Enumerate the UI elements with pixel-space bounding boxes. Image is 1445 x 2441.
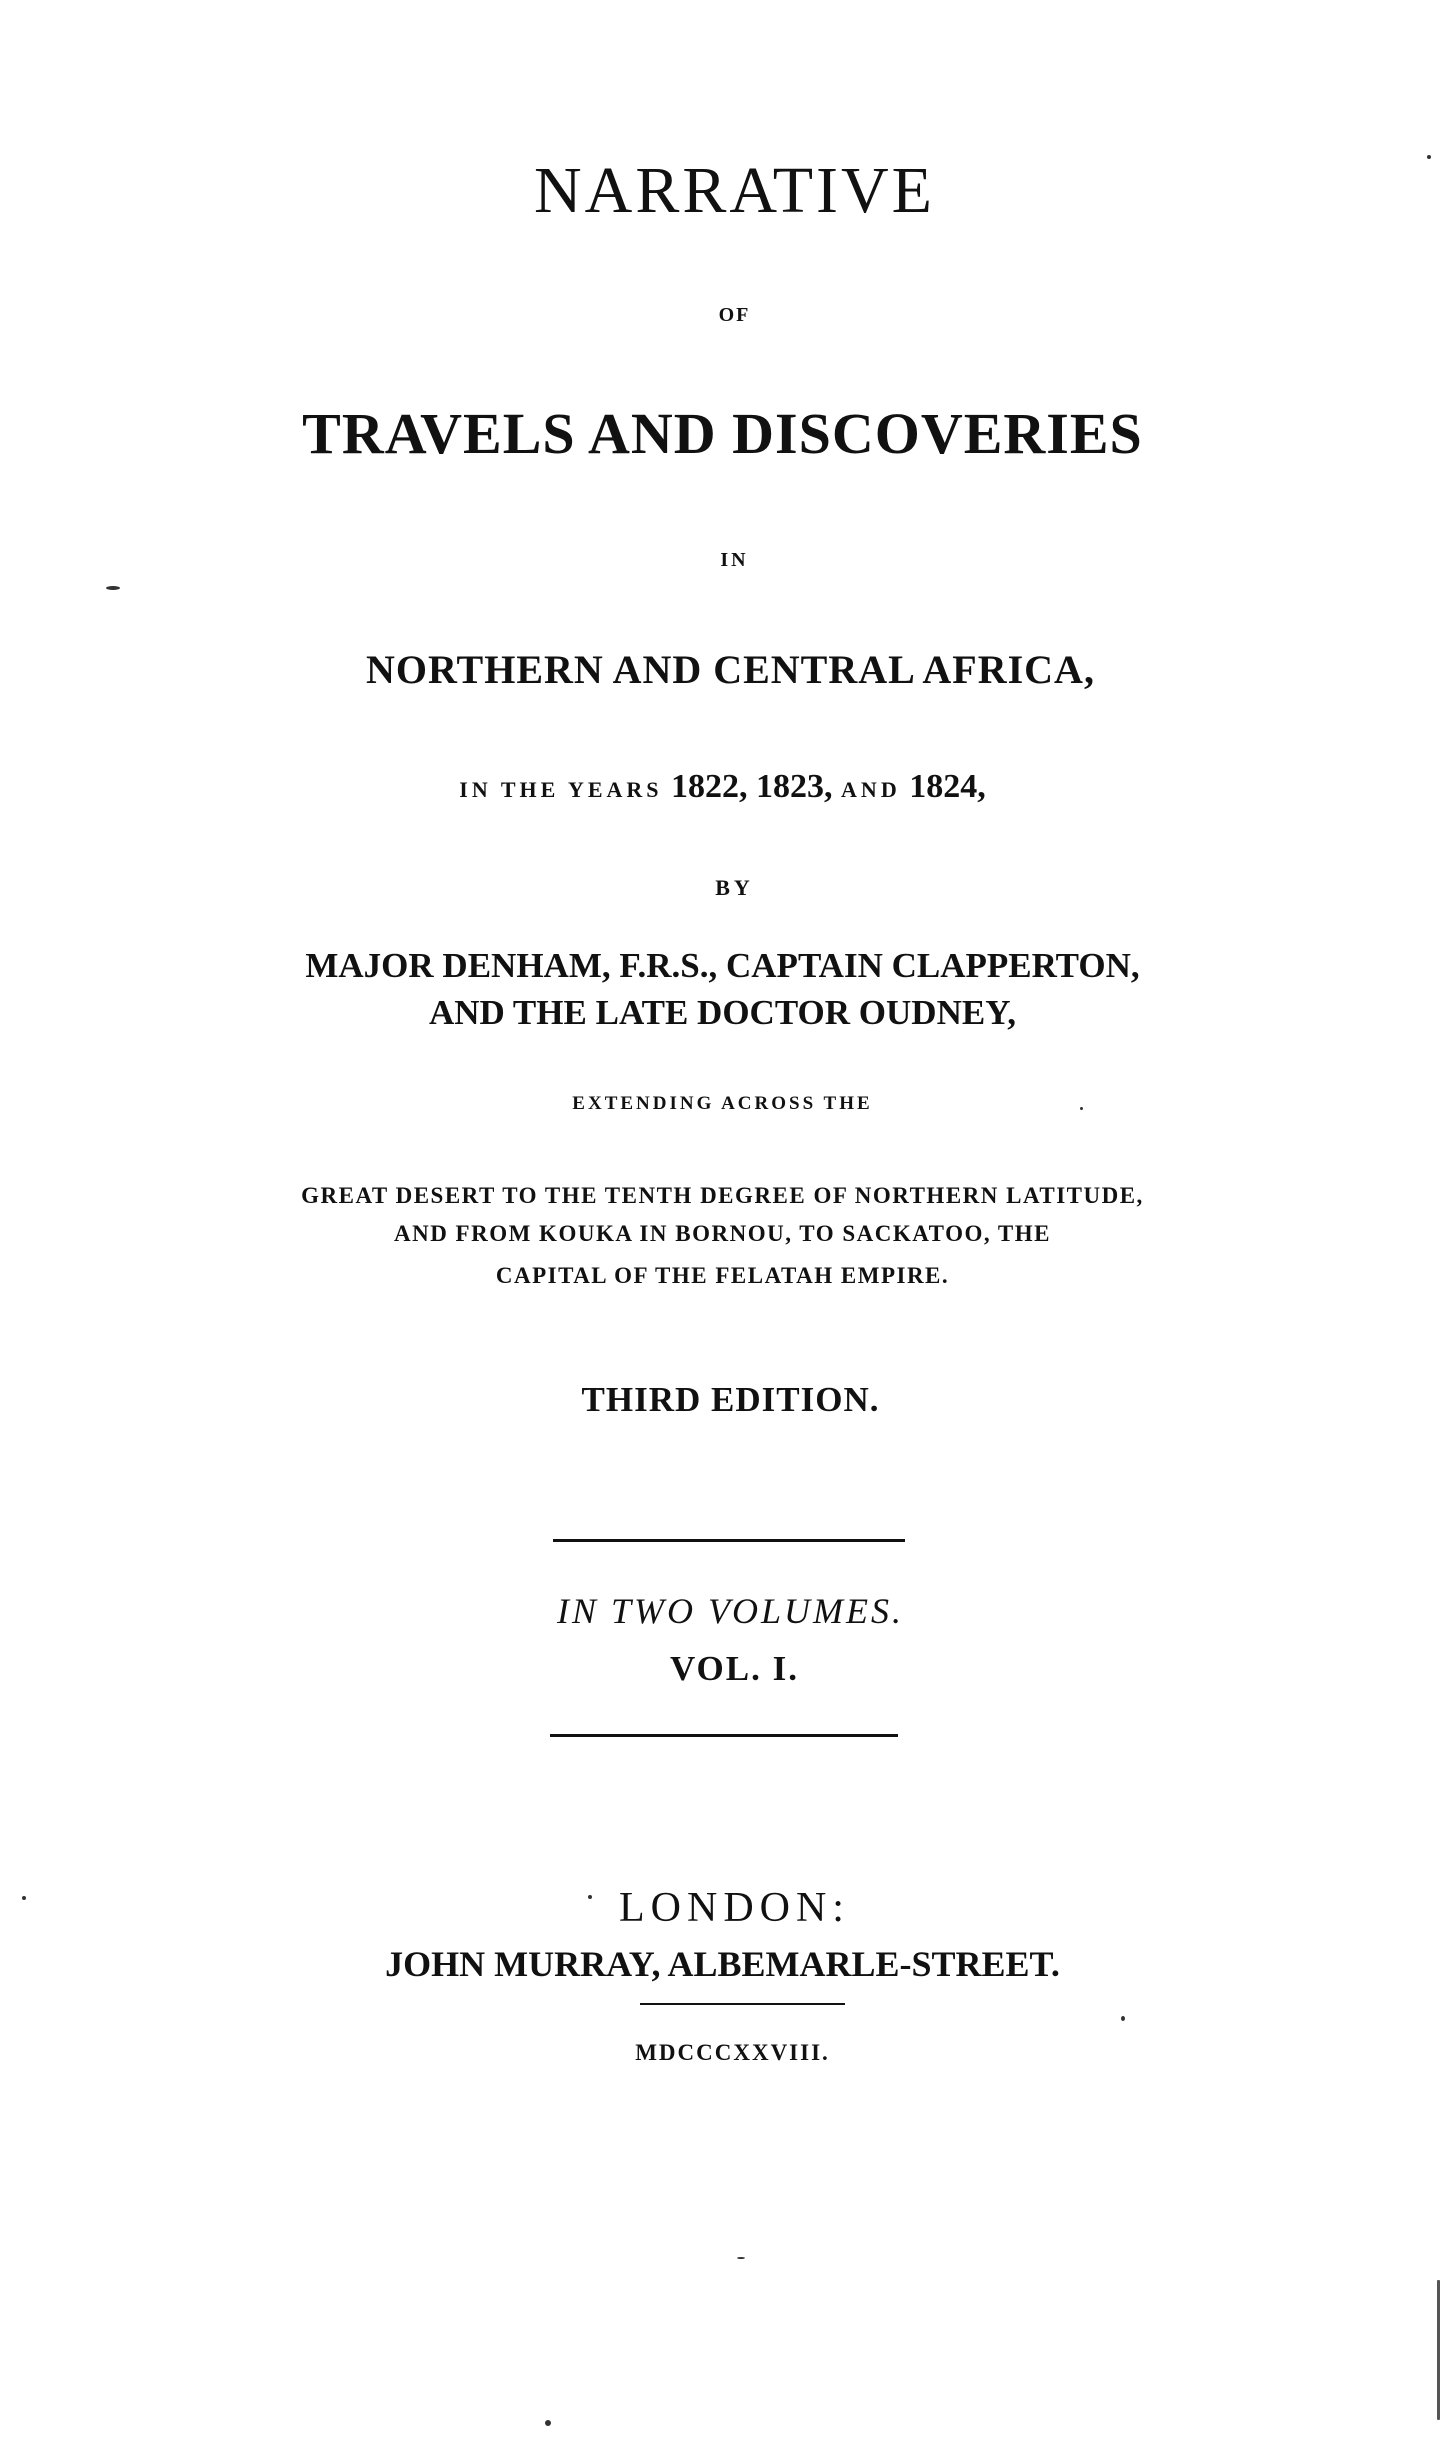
scan-speck (588, 1895, 592, 1899)
scan-speck (545, 2420, 551, 2426)
route-line-2: AND FROM KOUKA IN BORNOU, TO SACKATOO, THE (393, 1221, 1052, 1246)
connector-of: OF (718, 304, 751, 326)
volumes: IN TWO VOLUMES. (557, 1591, 904, 1631)
scan-speck (1080, 1107, 1083, 1110)
route-line-3: CAPITAL OF THE FELATAH EMPIRE. (495, 1263, 950, 1288)
scan-speck (22, 1896, 26, 1900)
region-title: NORTHERN AND CENTRAL AFRICA, (366, 647, 1095, 692)
connector-in: IN (720, 549, 749, 571)
year-3: 1824, (909, 768, 986, 805)
main-title: NARRATIVE (534, 154, 935, 227)
scan-speck (1427, 155, 1431, 159)
imprint-rule (640, 2003, 845, 2005)
subject-title: TRAVELS AND DISCOVERIES (302, 401, 1143, 466)
scan-speck (1121, 2016, 1125, 2021)
bottom-rule (550, 1734, 898, 1737)
years-prefix: IN THE YEARS (459, 777, 663, 802)
volume-number: VOL. I. (669, 1649, 799, 1688)
imprint-publisher: JOHN MURRAY, ALBEMARLE-STREET. (385, 1944, 1060, 1984)
route-line-1: GREAT DESERT TO THE TENTH DEGREE OF NORTHERN LATITUDE, (301, 1183, 1144, 1208)
years-line (0, 770, 1445, 804)
imprint-city: LONDON: (619, 1885, 850, 1931)
years-and: AND (841, 777, 901, 802)
imprint-year: MDCCCXXVIII. (635, 2040, 830, 2065)
edition: THIRD EDITION. (581, 1380, 880, 1419)
year-2: 1823, (756, 768, 833, 805)
scan-speck (737, 2257, 745, 2259)
scan-speck (1437, 2280, 1440, 2420)
connector-by: BY (715, 875, 754, 900)
top-rule (553, 1539, 905, 1542)
scan-speck (106, 586, 120, 590)
authors-line-1: MAJOR DENHAM, F.R.S., CAPTAIN CLAPPERTON, (305, 946, 1140, 985)
authors-line-2: AND THE LATE DOCTOR OUDNEY, (428, 993, 1017, 1032)
year-1: 1822, (671, 768, 748, 805)
extending-line: EXTENDING ACROSS THE (572, 1093, 873, 1114)
